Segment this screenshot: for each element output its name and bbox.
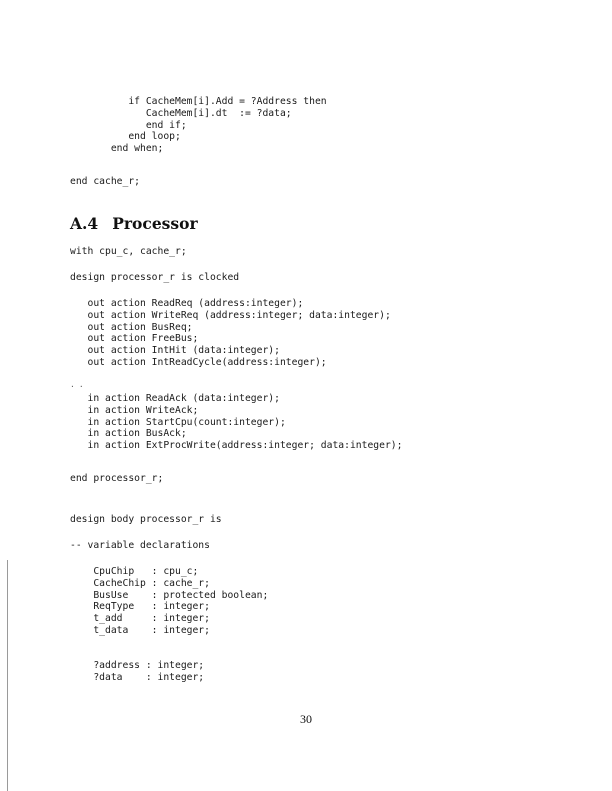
parameter-declarations: ?address : integer; ?data : integer; <box>93 660 205 683</box>
section-heading <box>70 214 198 233</box>
out-actions-block: out action ReadReq (address:integer); out action WriteReq (address:integer; data:integer); out action BusReq; out action FreeBus; out action IntHit (data:integer); out action IntReadCycle(address:integer); <box>87 298 391 368</box>
page-number: 30 <box>300 712 312 726</box>
design-body-header: design body processor_r is <box>70 514 222 525</box>
variable-declarations-comment: -- variable declarations <box>70 540 210 551</box>
scan-dots-mark: .. <box>70 380 88 389</box>
with-clause: with cpu_c, cache_r; <box>70 246 187 257</box>
end-cache-statement: end cache_r; <box>70 176 140 187</box>
variable-declarations: CpuChip : cpu_c; CacheChip : cache_r; BusUse : protected boolean; ReqType : integer; t_add : integer; t_data : integer; <box>93 566 269 636</box>
scan-edge-line <box>7 560 8 791</box>
design-header: design processor_r is clocked <box>70 272 240 283</box>
section-number: A.4 <box>70 214 99 233</box>
in-actions-block: in action ReadAck (data:integer); in action WriteAck; in action StartCpu(count:integer); in action BusAck; in action ExtProcWrite(address:integer; data:integer); <box>87 393 403 452</box>
end-processor-statement: end processor_r; <box>70 473 164 484</box>
section-title: Processor <box>112 214 198 233</box>
cache-loop-code: if CacheMem[i].Add = ?Address then CacheMem[i].dt := ?data; end if; end loop; end when; <box>110 96 327 155</box>
